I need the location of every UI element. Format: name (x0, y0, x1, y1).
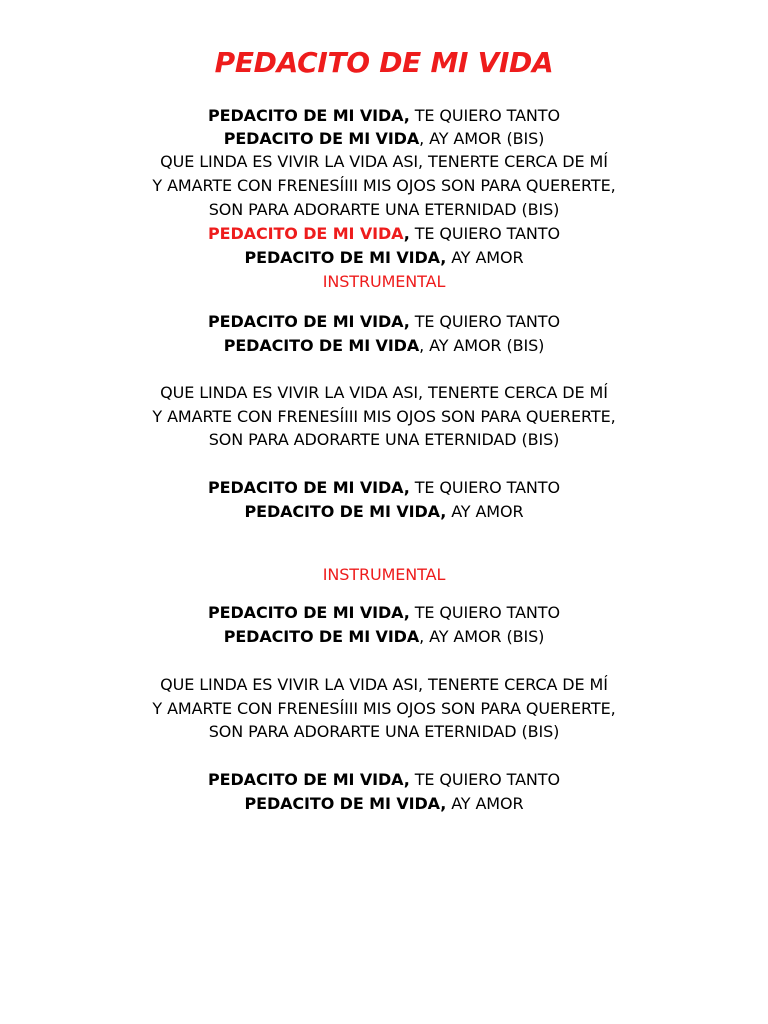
lyric-bold: PEDACITO DE MI VIDA, (208, 770, 410, 789)
lyric-text: TE QUIERO TANTO (409, 603, 560, 622)
lyric-text: TE QUIERO TANTO (409, 478, 560, 497)
lyric-bold: PEDACITO DE MI VIDA, (244, 502, 447, 521)
lyric-text: AY AMOR (446, 502, 524, 521)
lyric-text: TE QUIERO TANTO (409, 770, 560, 789)
lyric-bold: PEDACITO DE MI VIDA, (208, 312, 410, 331)
lyric-bold: PEDACITO DE MI VIDA (223, 336, 420, 355)
lyric-line (0, 768, 768, 791)
lyric-line (0, 246, 768, 269)
lyric-bold: PEDACITO DE MI VIDA, (208, 603, 410, 622)
lyric-bold: PEDACITO DE MI VIDA, (244, 794, 447, 813)
instrumental-label: INSTRUMENTAL (322, 565, 446, 584)
lyric-line: QUE LINDA ES VIVIR LA VIDA ASI, TENERTE CERCA DE MÍ (160, 675, 608, 694)
lyric-line: Y AMARTE CON FRENESÍIII MIS OJOS SON PARA QUERERTE, (152, 699, 616, 718)
lyric-line: SON PARA ADORARTE UNA ETERNIDAD (BIS) (208, 722, 560, 741)
lyric-line (0, 500, 768, 523)
lyric-bold: PEDACITO DE MI VIDA, (208, 106, 410, 125)
lyric-text: AY AMOR (446, 248, 524, 267)
lyric-line (0, 310, 768, 333)
lyric-line (0, 222, 768, 245)
lyric-line (0, 127, 768, 150)
lyric-bold: PEDACITO DE MI VIDA, (208, 478, 410, 497)
lyric-line (0, 625, 768, 648)
lyric-bold-red: PEDACITO DE MI VIDA (208, 224, 404, 243)
lyric-text: , AY AMOR (BIS) (419, 627, 545, 646)
lyric-bold: PEDACITO DE MI VIDA (223, 627, 420, 646)
lyric-line: QUE LINDA ES VIVIR LA VIDA ASI, TENERTE CERCA DE MÍ (160, 383, 608, 402)
lyric-line (0, 104, 768, 127)
lyric-text: , AY AMOR (BIS) (419, 336, 545, 355)
lyric-bold: PEDACITO DE MI VIDA (223, 129, 420, 148)
lyric-line (0, 476, 768, 499)
lyric-line: Y AMARTE CON FRENESÍIII MIS OJOS SON PARA QUERERTE, (152, 176, 616, 195)
instrumental-label: INSTRUMENTAL (322, 272, 446, 291)
lyric-bold-punct: , (403, 224, 410, 243)
lyric-text: AY AMOR (446, 794, 524, 813)
lyric-text: TE QUIERO TANTO (409, 106, 560, 125)
lyric-line: SON PARA ADORARTE UNA ETERNIDAD (BIS) (208, 200, 560, 219)
lyric-text: TE QUIERO TANTO (409, 312, 560, 331)
lyric-line: QUE LINDA ES VIVIR LA VIDA ASI, TENERTE CERCA DE MÍ (160, 152, 608, 171)
lyric-line (0, 334, 768, 357)
lyric-text: TE QUIERO TANTO (409, 224, 560, 243)
lyric-line: Y AMARTE CON FRENESÍIII MIS OJOS SON PARA QUERERTE, (152, 407, 616, 426)
song-title: PEDACITO DE MI VIDA (214, 46, 554, 79)
lyric-line: SON PARA ADORARTE UNA ETERNIDAD (BIS) (208, 430, 560, 449)
lyric-text: , AY AMOR (BIS) (419, 129, 545, 148)
lyric-bold: PEDACITO DE MI VIDA, (244, 248, 447, 267)
lyric-line (0, 601, 768, 624)
lyric-line (0, 792, 768, 815)
